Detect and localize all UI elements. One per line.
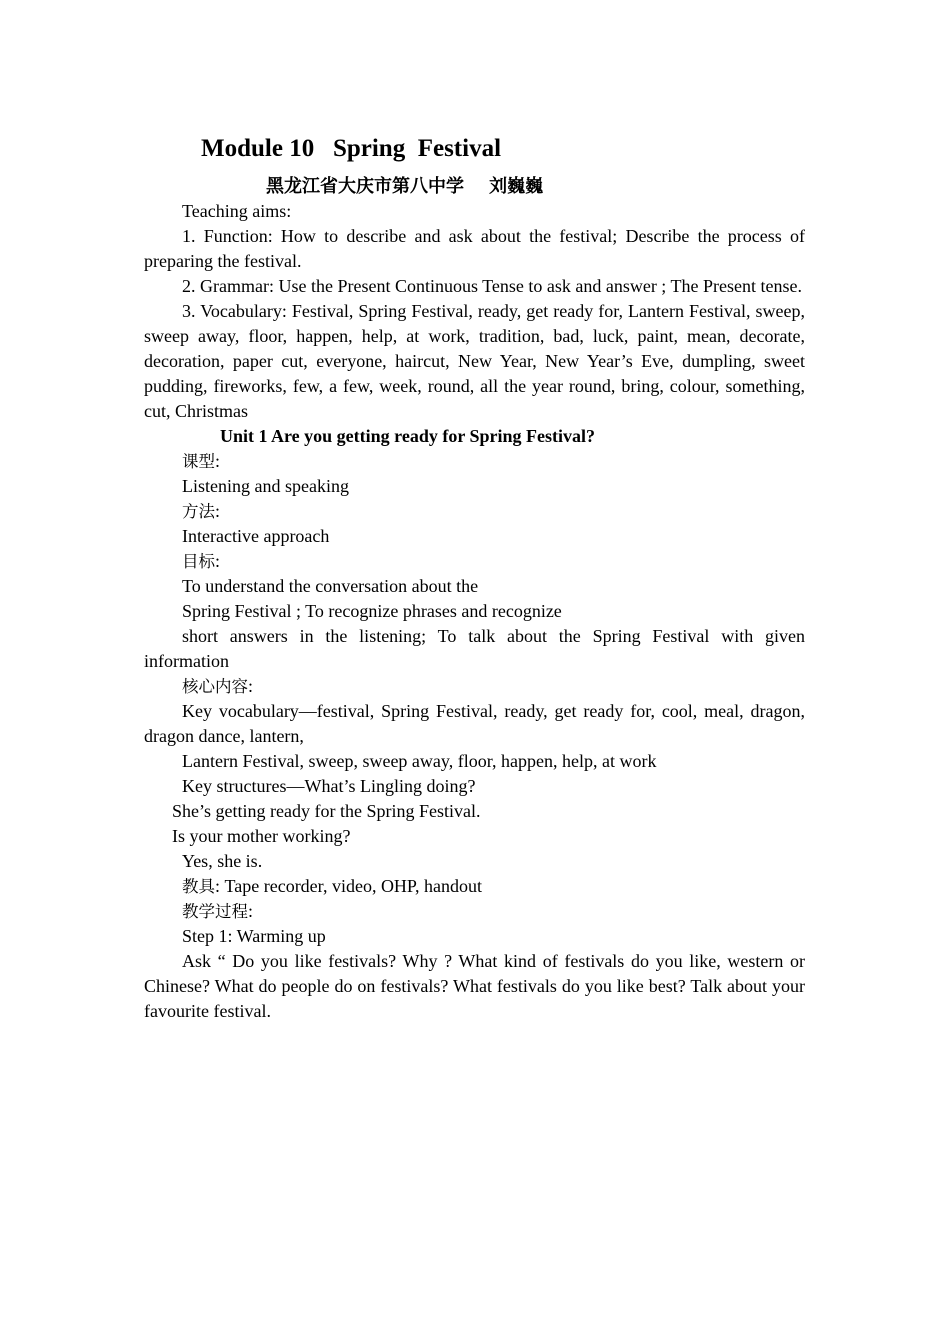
tools-line	[144, 874, 805, 899]
lesson-type: Listening and speaking	[182, 476, 349, 496]
lesson-type-label: 课型	[182, 452, 215, 471]
aim-function: 1. Function: How to describe and ask about the festival; Describe the process of preparing the festival.	[144, 226, 805, 271]
goal-line-1: To understand the conversation about the	[182, 576, 479, 596]
unit-title: Unit 1 Are you getting ready for Spring Festival?	[220, 426, 595, 446]
goal-label: 目标	[182, 552, 215, 571]
aim-grammar: 2. Grammar: Use the Present Continuous Tense to ask and answer ; The Present tense.	[182, 276, 802, 296]
teaching-aims-label: Teaching aims:	[182, 201, 292, 221]
key-structures: Key structures—What’s Lingling doing?	[182, 776, 476, 796]
step-1-text: Ask “ Do you like festivals? Why ? What kind of festivals do you like, western or Chinese? What do people do on festivals? What festivals do you like best? Talk about your favourite festival.	[144, 951, 805, 1021]
method: Interactive approach	[182, 526, 330, 546]
goal-line-2: Spring Festival ; To recognize phrases and recognize	[182, 601, 562, 621]
core-heading: 核心内容:	[182, 676, 254, 696]
tools-text: : Tape recorder, video, OHP, handout	[215, 876, 482, 896]
goal-heading: 目标:	[182, 551, 221, 571]
lesson-type-heading: 课型:	[182, 451, 221, 471]
key-vocabulary-2: Lantern Festival, sweep, sweep away, floor, happen, help, at work	[182, 751, 657, 771]
key-vocabulary-1: Key vocabulary—festival, Spring Festival, ready, get ready for, cool, meal, dragon, dragon dance, lantern,	[144, 701, 805, 746]
tools-label: 教具	[182, 877, 215, 896]
aim-vocabulary: 3. Vocabulary: Festival, Spring Festival, ready, get ready for, Lantern Festival, sweep, sweep away, floor, happen, help, at work, tradition, bad, luck, paint, mean, decorate, decoration, paper cut, everyone, haircut, New Year, New Year’s Eve, dumpling, sweet pudding, fireworks, few, a few, week, round, all the year round, bring, colour, something, cut, Christmas	[144, 301, 805, 421]
method-label: 方法	[182, 502, 215, 521]
goal-line-3: short answers in the listening; To talk about the Spring Festival with given information	[144, 626, 805, 671]
structure-2: Is your mother working?	[172, 826, 351, 846]
document-body	[144, 199, 805, 1024]
process-heading: 教学过程:	[182, 901, 254, 921]
core-label: 核心内容	[182, 677, 248, 696]
structure-3: Yes, she is.	[182, 851, 263, 871]
page-title: Module 10 Spring Festival	[201, 135, 502, 162]
step-1-title: Step 1: Warming up	[182, 926, 326, 946]
process-label: 教学过程	[182, 902, 248, 921]
author-line: 黑龙江省大庆市第八中学 刘巍巍	[266, 176, 544, 197]
structure-1: She’s getting ready for the Spring Festival.	[172, 801, 481, 821]
method-heading: 方法:	[182, 501, 221, 521]
